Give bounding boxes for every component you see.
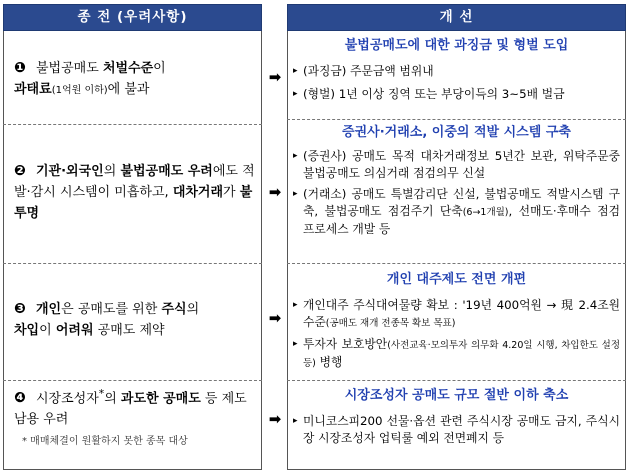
list-item: ▸ (거래소) 공매도 특별감리단 신설, 불법공매도 적발시스템 구축, 불법공매도 점검주기 단축(6→1개월), 선매도·후매수 점검 프로세스 개발 등 [293, 186, 620, 238]
arrow-icon: ➡ [268, 309, 282, 327]
row-separator [287, 119, 626, 120]
bottom-border-left [3, 469, 262, 470]
number-4: ❹ [14, 390, 26, 407]
before-item-4: ❹ 시장조성자*의 과도한 공매도 등 제도남용 우려 * 매매체결이 원활하지 못한 종목 대상 [14, 383, 256, 450]
bottom-border-right [287, 469, 626, 470]
number-3: ❸ [14, 301, 26, 317]
before-item-3: ❸ 개인은 공매도를 위한 주식의 차입이 어려워 공매도 제약 [14, 301, 200, 338]
after-list-1 [293, 63, 620, 103]
after-title-3: 개인 대주제도 전면 개편 [386, 272, 527, 287]
number-2: ❷ [14, 163, 26, 179]
before-item-1: ❶ 불법공매도 처벌수준이 과태료(1억원 이하)에 불과 [14, 60, 166, 97]
list-item: ▸ 미니코스피200 선물·옵션 관련 주식시장 공매도 금지, 주식시장 시장조성자 업틱룰 예외 전면폐지 등 [293, 413, 620, 447]
row-separator [3, 124, 262, 125]
row-separator [287, 263, 626, 264]
before-item-2: ❷ 기관·외국인의 불법공매도 우려에도 적발·감시 시스템이 미흡하고, 대차거래가 불투명 [14, 163, 255, 221]
arrow-icon: ➡ [268, 410, 282, 428]
arrow-icon: ➡ [268, 183, 282, 201]
after-title-2: 증권사·거래소, 이중의 적발 시스템 구축 [342, 125, 571, 140]
row-separator [3, 380, 262, 381]
number-1: ❶ [14, 60, 26, 76]
after-list-3 [293, 297, 620, 372]
after-title-4: 시장조성자 공매도 규모 절반 이하 축소 [344, 388, 569, 403]
arrow-icon: ➡ [268, 68, 282, 86]
row-separator [287, 380, 626, 381]
list-item: ▸ (과징금) 주문금액 범위내 [293, 63, 620, 80]
footnote: * 매매체결이 원활하지 못한 종목 대상 [22, 436, 188, 448]
row-separator [3, 263, 262, 264]
after-list-4 [293, 413, 620, 447]
list-item: ▸ 투자자 보호방안(사전교육·모의투자 의무화 4.20일 시행, 차입한도 설정 등) 병행 [293, 336, 620, 372]
after-list-2 [293, 148, 620, 238]
list-item: ▸ (형벌) 1년 이상 징역 또는 부당이득의 3~5배 벌금 [293, 86, 620, 103]
list-item: ▸ (증권사) 공매도 목적 대차거래정보 5년간 보관, 위탁주문중 불법공매도 의심거래 점검의무 신설 [293, 148, 620, 182]
header-before: 종 전 (우려사항) [3, 4, 262, 31]
after-title-1: 불법공매도에 대한 과징금 및 형벌 도입 [344, 38, 569, 53]
header-after: 개 선 [287, 4, 626, 31]
list-item: ▸ 개인대주 주식대여물량 확보 : '19년 400억원 → 現 2.4조원 수준(공매도 재개 전종목 확보 목표) [293, 297, 620, 332]
